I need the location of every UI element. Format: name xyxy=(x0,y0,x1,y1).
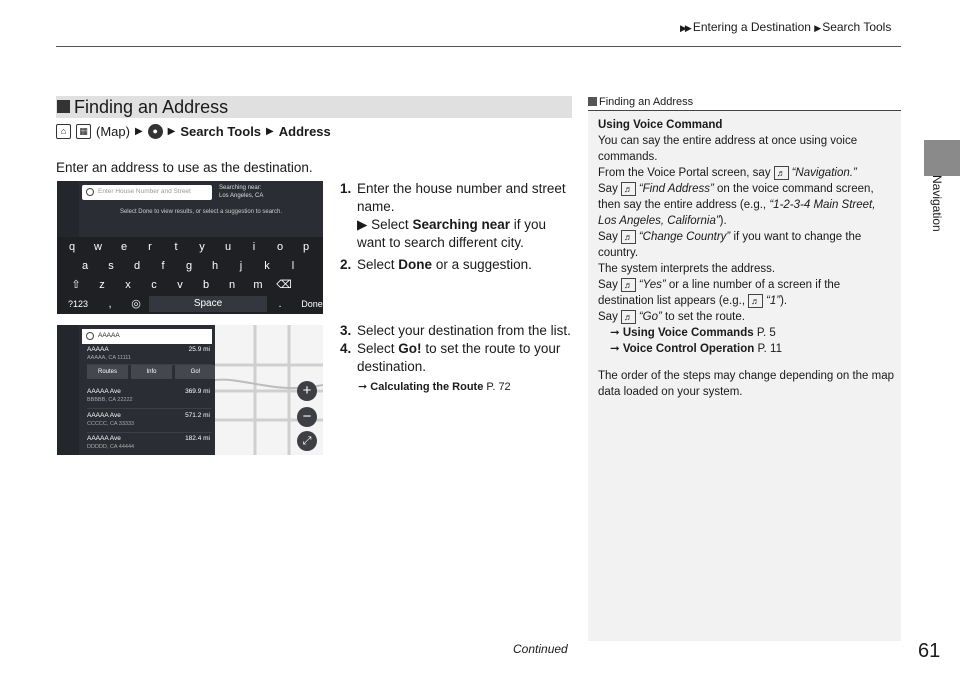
arrow-icon: ▶ xyxy=(266,125,274,137)
home-icon: ⌂ xyxy=(56,124,71,139)
voice-command-icon: ♬ xyxy=(748,294,763,308)
note-body: Using Voice Command You can say the entire address at once using voice commands. From the Voice Portal screen, say ♬ “Navigation.” Say ♬ “Find Address” on the voice command screen, then say the entire address (e.g., “1-2-3-4 Main Street, Los Angeles, California”). Say ♬ “Change Country” if you want to change the country. The system interprets the address. Say ♬ “Yes” or a line number of a screen if the destination list appears (e.g., ♬ “1”). Say ♬ “Go” to set the route. ➞ Using Voice Commands P. 5 ➞ Voice Control Operation P. 11 The order of the steps may change depending on the map data loaded on your system. xyxy=(598,119,895,398)
key[interactable]: f xyxy=(161,260,165,272)
key[interactable]: r xyxy=(148,241,152,253)
reference-icon: ➞ xyxy=(610,327,620,339)
zoom-in-button[interactable]: + xyxy=(297,381,317,401)
breadcrumb: ▶▶ Entering a Destination ▶ Search Tools xyxy=(680,20,892,34)
steps-list xyxy=(340,180,575,396)
breadcrumb-subsection[interactable]: Search Tools xyxy=(822,20,892,34)
address-entry-screen xyxy=(57,181,323,314)
intro-text: Enter an address to use as the destination. xyxy=(56,160,313,175)
zoom-out-button[interactable]: − xyxy=(297,407,317,427)
arrow-icon: ▶ xyxy=(134,125,143,137)
reference-link[interactable]: ➞ Using Voice Commands P. 5 xyxy=(610,327,776,339)
step-3: 3. Select your destination from the list. xyxy=(340,323,571,338)
reference-icon: ➞ xyxy=(610,343,620,355)
voice-command-icon: ♬ xyxy=(621,182,636,196)
step-2: 2. Select Done or a suggestion. xyxy=(340,257,532,272)
key[interactable]: g xyxy=(185,260,193,272)
key[interactable]: y xyxy=(199,241,205,253)
key[interactable]: e xyxy=(120,241,128,253)
comma-key[interactable]: , xyxy=(108,298,112,310)
key[interactable]: v xyxy=(177,279,183,291)
globe-icon[interactable]: ◎ xyxy=(131,298,141,310)
key[interactable]: a xyxy=(81,260,89,272)
key[interactable]: d xyxy=(133,260,141,272)
key[interactable]: q xyxy=(68,241,76,253)
result-row[interactable]: AAAAA Ave DDDDD, CA 44444 182.4 mi xyxy=(87,435,210,450)
key[interactable]: x xyxy=(125,279,131,291)
key[interactable]: s xyxy=(108,260,114,272)
info-button[interactable]: Info xyxy=(131,365,172,379)
chapter-tab-marker xyxy=(924,140,960,176)
search-icon: ● xyxy=(148,124,163,139)
key[interactable]: p xyxy=(302,241,310,253)
voice-command-icon: ♬ xyxy=(621,310,636,324)
result-row[interactable]: AAAAA Ave CCCCC, CA 33333 571.2 mi xyxy=(87,412,212,433)
key[interactable]: o xyxy=(276,241,284,253)
key[interactable]: j xyxy=(239,260,243,272)
result-row[interactable]: AAAAA AAAAA, CA 11111 25.9 mi xyxy=(87,346,212,365)
reference-link[interactable]: ➞ Voice Control Operation P. 11 xyxy=(610,343,782,355)
query-input[interactable]: AAAAA xyxy=(82,329,212,344)
side-note xyxy=(588,96,901,641)
note-title: Using Voice Command xyxy=(598,119,723,131)
key[interactable]: k xyxy=(264,260,270,272)
note-marker xyxy=(588,97,597,106)
continued-label: Continued xyxy=(513,642,568,656)
voice-command-icon: ♬ xyxy=(621,278,636,292)
numbers-key[interactable]: ?123 xyxy=(67,299,89,309)
step-1: 1. Enter the house number and street name. ▶ Select Searching near if you want to search different city. xyxy=(340,181,566,250)
result-actions xyxy=(87,365,216,379)
onscreen-keyboard xyxy=(57,237,323,314)
map-icon: ▦ xyxy=(76,124,91,139)
fullscreen-button[interactable]: ⤢ xyxy=(297,431,317,451)
done-button[interactable]: Done xyxy=(301,299,323,309)
key[interactable]: w xyxy=(94,241,102,253)
routes-button[interactable]: Routes xyxy=(87,365,128,379)
step-4-reference[interactable]: ➞ Calculating the Route P. 72 xyxy=(358,381,511,393)
navigation-path xyxy=(56,122,331,140)
screen-sidebar xyxy=(57,325,79,455)
entry-hint: Select Done to view results, or select a suggestion to search. xyxy=(119,209,283,215)
key[interactable]: i xyxy=(252,241,256,253)
key[interactable]: c xyxy=(151,279,157,291)
key[interactable]: h xyxy=(211,260,219,272)
section-marker xyxy=(57,100,70,113)
key[interactable]: m xyxy=(253,279,263,291)
header-rule xyxy=(56,46,901,47)
path-map: (Map) xyxy=(96,123,130,139)
key[interactable]: b xyxy=(202,279,210,291)
results-screen xyxy=(57,325,323,455)
shift-key[interactable]: ⇧ xyxy=(71,279,81,291)
arrow-icon: ▶ xyxy=(357,217,368,232)
space-key[interactable]: Space xyxy=(149,296,267,312)
backspace-key[interactable]: ⌫ xyxy=(276,279,292,291)
breadcrumb-section[interactable]: Entering a Destination xyxy=(692,20,811,34)
go-button[interactable]: Go! xyxy=(175,365,216,379)
key[interactable]: t xyxy=(174,241,178,253)
step-4: 4. Select Go! to set the route to your destination. xyxy=(340,341,561,374)
voice-command-icon: ♬ xyxy=(621,230,636,244)
chapter-tab-label: Navigation xyxy=(930,175,944,232)
path-address: Address xyxy=(278,123,331,139)
page-number: 61 xyxy=(918,640,941,662)
key[interactable]: z xyxy=(99,279,105,291)
key[interactable]: l xyxy=(291,260,295,272)
section-title: Finding an Address xyxy=(74,97,229,117)
section-title-bar xyxy=(56,96,572,118)
key[interactable]: u xyxy=(224,241,232,253)
searching-near-button[interactable]: Searching near: Los Angeles, CA xyxy=(219,185,264,199)
result-row[interactable]: AAAAA Ave BBBBB, CA 22222 369.9 mi xyxy=(87,388,212,409)
note-header: Finding an Address xyxy=(588,96,901,111)
arrow-icon: ▶ xyxy=(167,125,176,137)
reference-icon: ➞ xyxy=(358,381,368,393)
path-search-tools: Search Tools xyxy=(180,123,262,139)
period-key[interactable]: . xyxy=(278,298,282,310)
key[interactable]: n xyxy=(228,279,236,291)
voice-command-icon: ♬ xyxy=(774,166,789,180)
address-input[interactable]: Enter House Number and Street xyxy=(82,185,212,200)
